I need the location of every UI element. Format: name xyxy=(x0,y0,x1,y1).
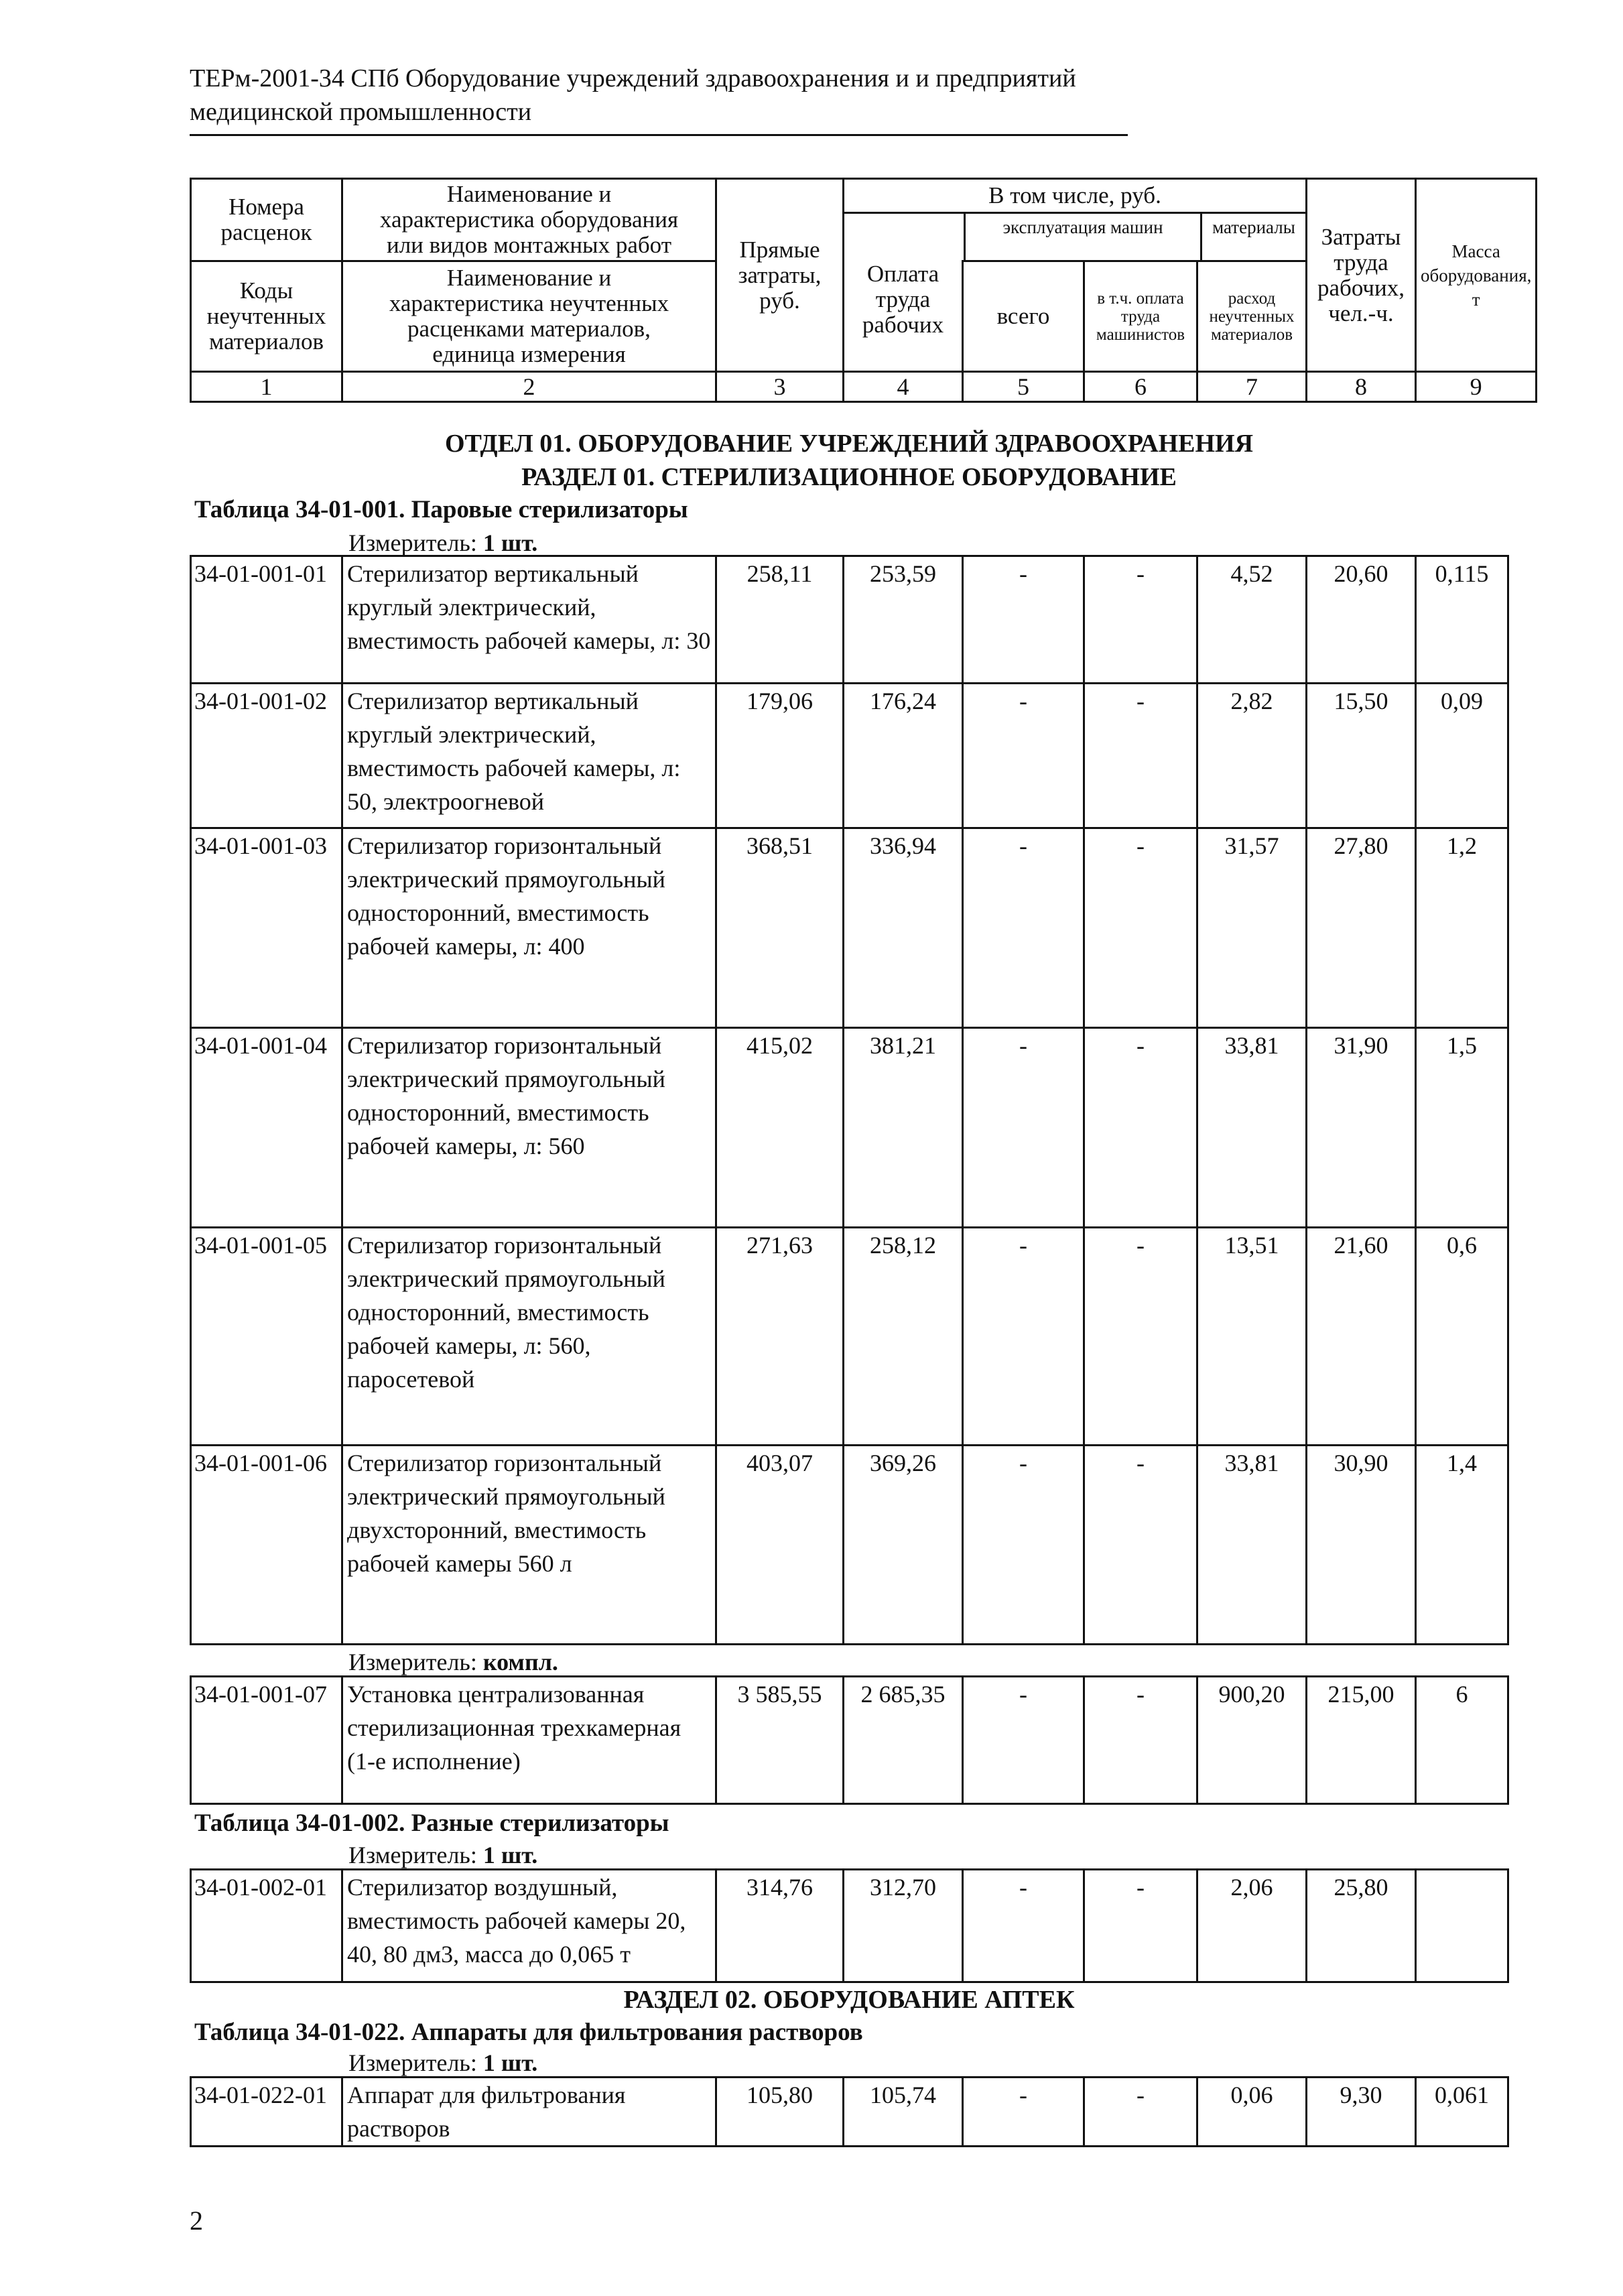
meter-unit: 1 шт. xyxy=(482,1842,538,1868)
row-mass: 0,09 xyxy=(1416,684,1508,828)
row-labor: 176,24 xyxy=(844,684,963,828)
row-direct: 271,63 xyxy=(716,1228,844,1446)
table-row xyxy=(191,1870,1508,1982)
meter-unit: 1 шт. xyxy=(482,2049,538,2076)
row-materials: 4,52 xyxy=(1197,556,1307,684)
row-materials: 2,82 xyxy=(1197,684,1307,828)
row-name: Стерилизатор горизонтальный электрический прямоугольный односторонний, вместимость рабочей камеры, л: 400 xyxy=(342,828,716,1028)
row-labor: 381,21 xyxy=(844,1028,963,1228)
header-num: 9 xyxy=(1416,372,1537,402)
table-row xyxy=(191,828,1508,1028)
table-row xyxy=(191,1446,1508,1645)
row-name: Стерилизатор горизонтальный электрический прямоугольный односторонний, вместимость рабочей камеры, л: 560, паросетевой xyxy=(342,1228,716,1446)
table-title-002: Таблица 34-01-002. Разные стерилизаторы xyxy=(194,1809,669,1837)
meter-022 xyxy=(348,2048,537,2078)
data-table-022 xyxy=(190,2076,1509,2147)
row-labor: 105,74 xyxy=(844,2078,963,2147)
meter-label: Измеритель: xyxy=(348,2049,477,2076)
header-col1-top: Номера расценок xyxy=(191,179,342,261)
row-machines-operators: - xyxy=(1084,556,1197,684)
row-machines: - xyxy=(963,1228,1084,1446)
row-materials: 13,51 xyxy=(1197,1228,1307,1446)
header-col1-bottom: Коды неучтенных материалов xyxy=(191,261,342,372)
header-group: В том числе, руб. xyxy=(844,180,1305,214)
table-row xyxy=(191,1677,1508,1804)
data-table-001-set xyxy=(190,1675,1509,1805)
row-direct: 105,80 xyxy=(716,2078,844,2147)
row-name: Стерилизатор горизонтальный электрический прямоугольный односторонний, вместимость рабочей камеры, л: 560 xyxy=(342,1028,716,1228)
row-machines: - xyxy=(963,2078,1084,2147)
table-title-001: Таблица 34-01-001. Паровые стерилизаторы xyxy=(194,496,688,523)
row-hours: 30,90 xyxy=(1307,1446,1416,1645)
header-table xyxy=(190,178,1537,403)
row-code: 34-01-001-03 xyxy=(191,828,342,1028)
row-name: Стерилизатор воздушный, вместимость рабочей камеры 20, 40, 80 дм3, масса до 0,065 т xyxy=(342,1870,716,1982)
table-row xyxy=(191,684,1508,828)
header-col2-bottom: Наименование и характеристика неучтенных расценками материалов, единица измерения xyxy=(342,261,716,372)
row-hours: 31,90 xyxy=(1307,1028,1416,1228)
row-direct: 403,07 xyxy=(716,1446,844,1645)
meter-label: Измеритель: xyxy=(348,529,477,556)
row-machines: - xyxy=(963,1028,1084,1228)
row-labor: 258,12 xyxy=(844,1228,963,1446)
row-machines: - xyxy=(963,684,1084,828)
section-heading-02: РАЗДЕЛ 02. ОБОРУДОВАНИЕ АПТЕК xyxy=(623,1986,1075,2014)
table-row xyxy=(191,556,1508,684)
header-col6: в т.ч. оплата труда машинистов xyxy=(1084,261,1197,372)
row-materials: 33,81 xyxy=(1197,1446,1307,1645)
meter-unit: компл. xyxy=(482,1649,558,1675)
header-col8: Затраты труда рабочих, чел.-ч. xyxy=(1307,179,1416,372)
row-name: Стерилизатор горизонтальный электрический прямоугольный двухсторонний, вместимость рабочей камеры 560 л xyxy=(342,1446,716,1645)
row-labor: 253,59 xyxy=(844,556,963,684)
row-direct: 415,02 xyxy=(716,1028,844,1228)
header-col3: Прямые затраты, руб. xyxy=(716,179,844,372)
row-machines-operators: - xyxy=(1084,684,1197,828)
row-machines-operators: - xyxy=(1084,1677,1197,1804)
row-labor: 336,94 xyxy=(844,828,963,1028)
row-direct: 179,06 xyxy=(716,684,844,828)
table-row xyxy=(191,1228,1508,1446)
row-materials: 33,81 xyxy=(1197,1028,1307,1228)
row-mass: 1,5 xyxy=(1416,1028,1508,1228)
row-hours: 21,60 xyxy=(1307,1228,1416,1446)
section-heading-01: РАЗДЕЛ 01. СТЕРИЛИЗАЦИОННОЕ ОБОРУДОВАНИЕ xyxy=(521,463,1177,491)
row-hours: 15,50 xyxy=(1307,684,1416,828)
meter-label: Измеритель: xyxy=(348,1842,477,1868)
row-machines: - xyxy=(963,828,1084,1028)
row-machines: - xyxy=(963,556,1084,684)
row-labor: 369,26 xyxy=(844,1446,963,1645)
header-num: 7 xyxy=(1197,372,1307,402)
header-num: 2 xyxy=(342,372,716,402)
row-code: 34-01-001-07 xyxy=(191,1677,342,1804)
row-machines-operators: - xyxy=(1084,1028,1197,1228)
department-heading: ОТДЕЛ 01. ОБОРУДОВАНИЕ УЧРЕЖДЕНИЙ ЗДРАВООХРАНЕНИЯ xyxy=(444,430,1254,458)
row-direct: 314,76 xyxy=(716,1870,844,1982)
row-mass xyxy=(1416,1870,1508,1982)
row-code: 34-01-001-05 xyxy=(191,1228,342,1446)
page-number: 2 xyxy=(190,2206,203,2236)
row-direct: 3 585,55 xyxy=(716,1677,844,1804)
header-col4: Оплата труда рабочих xyxy=(844,261,963,372)
row-machines: - xyxy=(963,1677,1084,1804)
row-name: Стерилизатор вертикальный круглый электрический, вместимость рабочей камеры, л: 50, электроогневой xyxy=(342,684,716,828)
header-num: 1 xyxy=(191,372,342,402)
row-materials: 31,57 xyxy=(1197,828,1307,1028)
row-mass: 1,2 xyxy=(1416,828,1508,1028)
meter-label: Измеритель: xyxy=(348,1649,477,1675)
row-hours: 20,60 xyxy=(1307,556,1416,684)
row-machines-operators: - xyxy=(1084,1446,1197,1645)
header-machines: эксплуатация машин xyxy=(964,214,1202,260)
row-hours: 215,00 xyxy=(1307,1677,1416,1804)
header-col9: Масса оборудования, т xyxy=(1416,179,1537,372)
meter-001 xyxy=(348,528,537,558)
row-labor: 312,70 xyxy=(844,1870,963,1982)
table-row xyxy=(191,2078,1508,2147)
header-col2-top: Наименование и характеристика оборудования или видов монтажных работ xyxy=(342,179,716,261)
row-mass: 1,4 xyxy=(1416,1446,1508,1645)
row-mass: 0,115 xyxy=(1416,556,1508,684)
data-table-002 xyxy=(190,1868,1509,1983)
header-num: 5 xyxy=(963,372,1084,402)
row-code: 34-01-001-04 xyxy=(191,1028,342,1228)
header-num: 3 xyxy=(716,372,844,402)
header-col7: расход неучтенных материалов xyxy=(1197,261,1307,372)
document-title: ТЕРм-2001-34 СПб Оборудование учреждений здравоохранения и и предприятий медицинской промышленности xyxy=(190,64,1076,126)
row-machines-operators: - xyxy=(1084,2078,1197,2147)
meter-001-07 xyxy=(348,1647,558,1677)
meter-unit: 1 шт. xyxy=(482,529,538,556)
row-machines-operators: - xyxy=(1084,828,1197,1028)
meter-002 xyxy=(348,1840,537,1870)
table-row xyxy=(191,1028,1508,1228)
row-code: 34-01-001-06 xyxy=(191,1446,342,1645)
data-table-001 xyxy=(190,555,1509,1645)
row-code: 34-01-001-02 xyxy=(191,684,342,828)
row-materials: 900,20 xyxy=(1197,1677,1307,1804)
row-code: 34-01-022-01 xyxy=(191,2078,342,2147)
row-code: 34-01-001-01 xyxy=(191,556,342,684)
row-hours: 27,80 xyxy=(1307,828,1416,1028)
header-col5: всего xyxy=(963,261,1084,372)
row-name: Установка централизованная стерилизационная трехкамерная (1-е исполнение) xyxy=(342,1677,716,1804)
row-code: 34-01-002-01 xyxy=(191,1870,342,1982)
header-num: 6 xyxy=(1084,372,1197,402)
title-rule xyxy=(190,134,1128,136)
row-labor: 2 685,35 xyxy=(844,1677,963,1804)
row-machines: - xyxy=(963,1870,1084,1982)
header-num: 8 xyxy=(1307,372,1416,402)
row-hours: 9,30 xyxy=(1307,2078,1416,2147)
row-mass: 0,6 xyxy=(1416,1228,1508,1446)
table-title-022: Таблица 34-01-022. Аппараты для фильтрования растворов xyxy=(194,2019,863,2046)
header-num: 4 xyxy=(844,372,963,402)
row-mass: 6 xyxy=(1416,1677,1508,1804)
row-machines-operators: - xyxy=(1084,1870,1197,1982)
header-group-cell xyxy=(844,179,1307,261)
row-direct: 368,51 xyxy=(716,828,844,1028)
header-materials: материалы xyxy=(1212,217,1295,237)
row-hours: 25,80 xyxy=(1307,1870,1416,1982)
row-name: Аппарат для фильтрования растворов xyxy=(342,2078,716,2147)
row-machines-operators: - xyxy=(1084,1228,1197,1446)
row-materials: 0,06 xyxy=(1197,2078,1307,2147)
row-name: Стерилизатор вертикальный круглый электрический, вместимость рабочей камеры, л: 30 xyxy=(342,556,716,684)
row-machines: - xyxy=(963,1446,1084,1645)
row-direct: 258,11 xyxy=(716,556,844,684)
row-materials: 2,06 xyxy=(1197,1870,1307,1982)
row-mass: 0,061 xyxy=(1416,2078,1508,2147)
